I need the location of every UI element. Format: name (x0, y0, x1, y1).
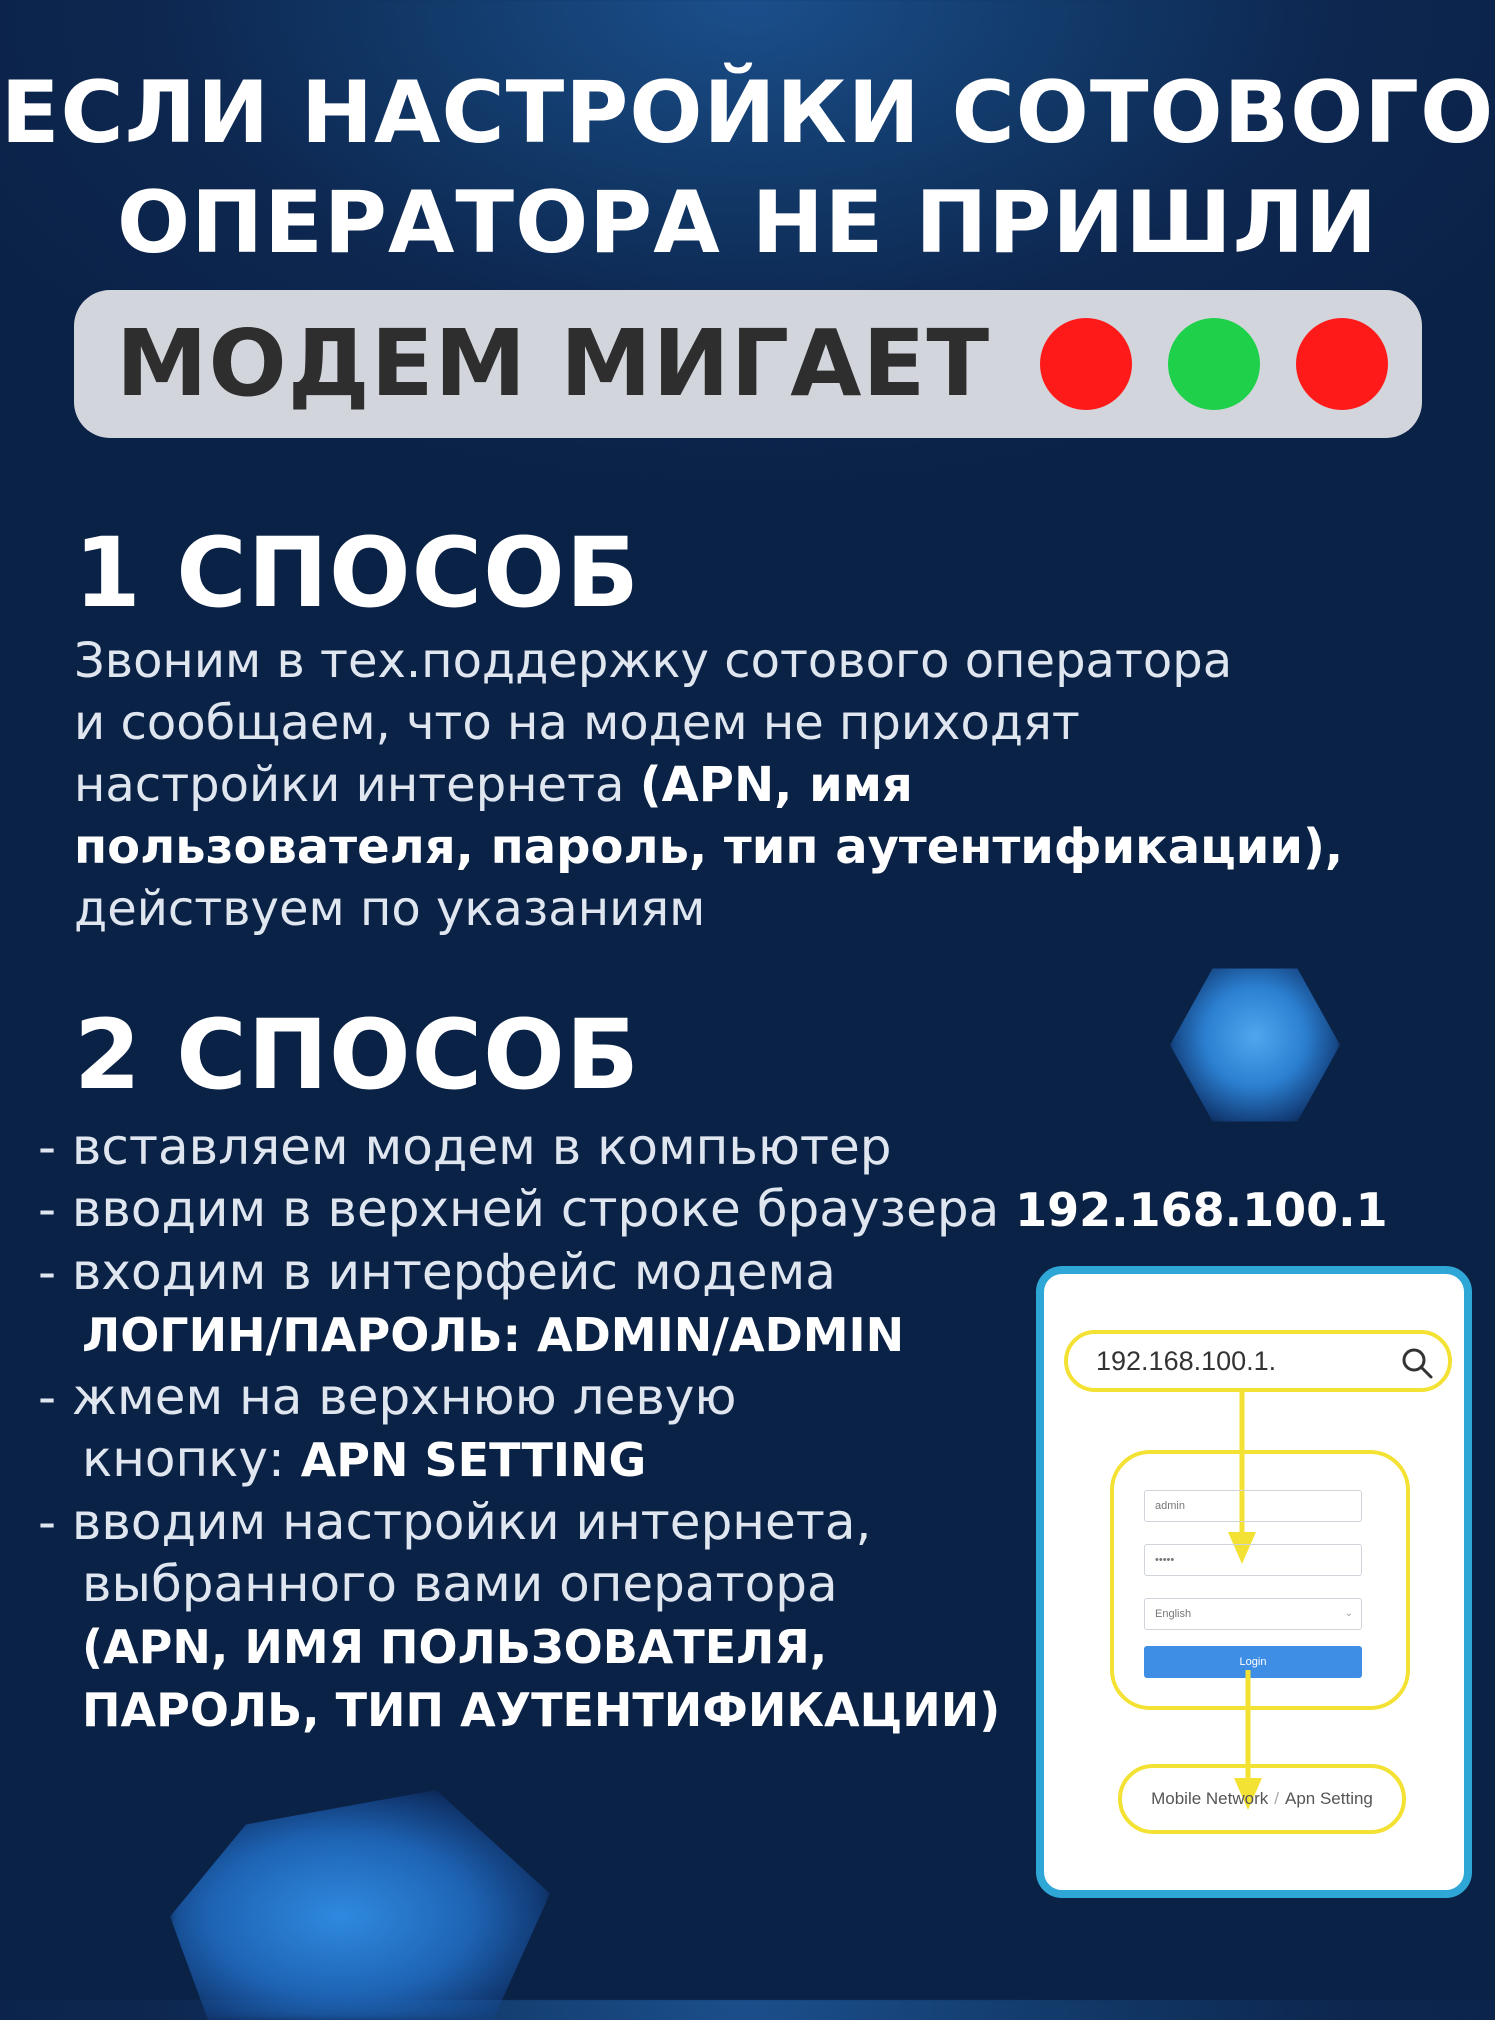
status-badge (74, 290, 1422, 438)
language-select[interactable] (1144, 1598, 1362, 1630)
step-item: - жмем на верхнюю левую (38, 1368, 737, 1426)
text-span: настройки интернета (74, 757, 640, 813)
chevron-down-icon: ⌄ (1344, 1608, 1353, 1619)
text-bold: (APN, имя (639, 757, 913, 813)
text-line: выбранного вами оператора (82, 1555, 838, 1613)
apn-setting-label: APN SETTING (300, 1433, 647, 1487)
password-field[interactable]: ••••• (1144, 1544, 1362, 1576)
text-line (74, 754, 1454, 816)
green-light-icon (1168, 318, 1260, 410)
red-light-icon (1296, 318, 1388, 410)
badge-text: МОДЕМ МИГАЕТ (116, 310, 991, 417)
decorative-cube (170, 1790, 550, 2020)
address-bar[interactable] (1064, 1330, 1452, 1392)
decorative-cube (1170, 960, 1340, 1130)
step-item: - входим в интерфейс модема (38, 1243, 836, 1301)
router-screenshot-panel (1036, 1266, 1472, 1898)
text-bold: ПАРОЛЬ, ТИП АУТЕНТИФИКАЦИИ) (82, 1683, 1001, 1737)
page-title (0, 58, 1495, 278)
step-item (38, 1178, 1478, 1241)
text-line (74, 816, 1454, 878)
text-line: Звоним в тех.поддержку сотового оператора (74, 633, 1233, 689)
mobile-network-link[interactable]: Mobile Network (1151, 1789, 1269, 1808)
apn-setting-link[interactable]: Apn Setting (1284, 1789, 1373, 1808)
title-line: ОПЕРАТОРА НЕ ПРИШЛИ (116, 173, 1378, 273)
username-field[interactable]: admin (1144, 1490, 1362, 1522)
title-line: ЕСЛИ НАСТРОЙКИ СОТОВОГО (0, 63, 1495, 163)
credentials: ЛОГИН/ПАРОЛЬ: ADMIN/ADMIN (82, 1308, 905, 1362)
login-button[interactable]: Login (1144, 1646, 1362, 1678)
text-span: кнопку: (82, 1430, 301, 1488)
step-item: - вставляем модем в компьютер (38, 1118, 892, 1176)
text-bold: пользователя, пароль, тип аутентификации), (74, 819, 1344, 875)
text-line: действуем по указаниям (74, 881, 706, 937)
method1-heading: 1 СПОСОБ (74, 517, 640, 629)
breadcrumb-separator: / (1274, 1789, 1279, 1808)
address-text: 192.168.100.1. (1096, 1346, 1277, 1376)
breadcrumb (1118, 1764, 1406, 1834)
text-line: и сообщаем, что на модем не приходят (74, 695, 1080, 751)
text-span: - вводим в верхней строке браузера (38, 1180, 1016, 1238)
method2-heading: 2 СПОСОБ (74, 999, 640, 1111)
red-light-icon (1040, 318, 1132, 410)
ip-address: 192.168.100.1 (1015, 1183, 1388, 1237)
language-value: English (1155, 1608, 1192, 1620)
method1-text (74, 630, 1454, 940)
step-item: - вводим настройки интернета, (38, 1493, 872, 1551)
text-bold: (APN, ИМЯ ПОЛЬЗОВАТЕЛЯ, (82, 1620, 828, 1674)
search-icon[interactable] (1400, 1346, 1434, 1380)
